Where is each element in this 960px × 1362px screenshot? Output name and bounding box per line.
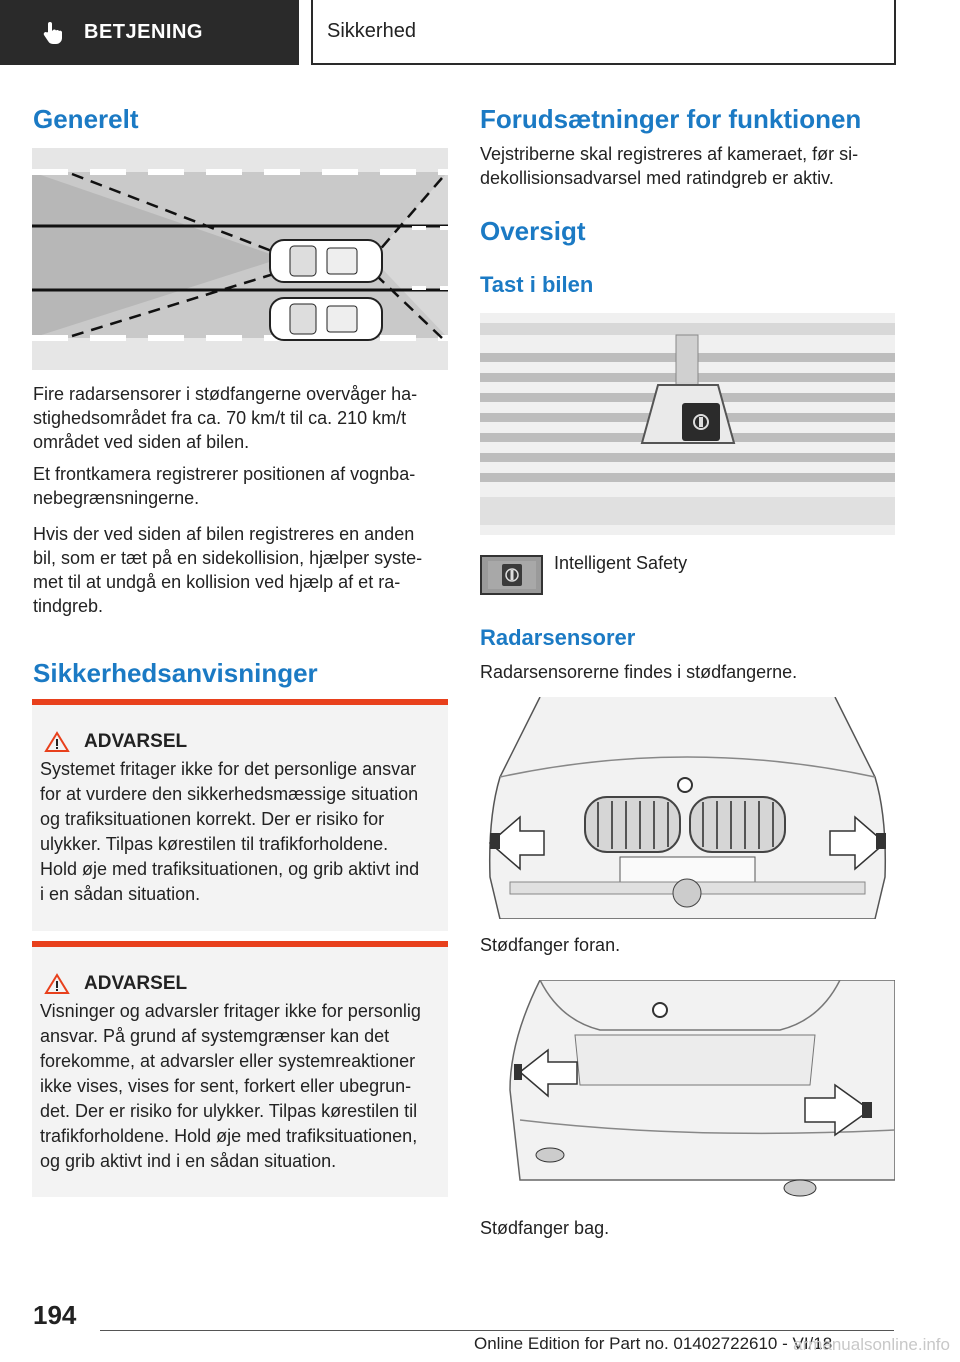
section-tab xyxy=(0,0,299,65)
warning-box-1 xyxy=(32,699,448,931)
prereq-text: Vejstriberne skal registreres af kameraet, før si- dekollisionsadvarsel med ratindgreb er aktiv. xyxy=(480,144,859,188)
intelligent-safety-icon xyxy=(482,557,542,593)
hand-pointer-icon xyxy=(40,20,66,46)
warning-title-1: ADVARSEL xyxy=(84,731,188,752)
intelligent-safety-button-image xyxy=(480,555,543,595)
rear-caption: Stødfanger bag. xyxy=(480,1218,610,1238)
warning-text-1: Systemet fritager ikke for det personlige ansvar for at vurdere den sikkerhedsmæssige situation og trafiksituationen korrekt. Der er risiko for ulykker. Tilpas kørestilen til trafikforholdene. Hold øje med trafiksituationen, og grib aktivt ind i en sådan situation. xyxy=(40,759,420,904)
button-heading: Tast i bilen xyxy=(480,272,594,297)
front-bumper-image xyxy=(480,697,895,919)
radar-heading: Radarsensorer xyxy=(480,625,636,650)
page-number: 194 xyxy=(33,1300,77,1330)
general-paragraph-3: Hvis der ved siden af bilen registreres en anden bil, som er tæt på en sidekollision, hjælper syste- met til at undgå en kollision ved hjælp af et ra- tindgreb. xyxy=(33,524,423,616)
prereq-heading: Forudsætninger for funktionen xyxy=(480,104,862,134)
warning-triangle-icon xyxy=(44,973,70,995)
general-paragraph-1: Fire radarsensorer i stødfangerne overvåger ha- stighedsområdet fra ca. 70 km/t til ca. 210 km/t området ved siden af bilen. xyxy=(33,384,418,452)
overview-heading: Oversigt xyxy=(480,216,586,246)
warning-box-2 xyxy=(32,941,448,1197)
chapter-title: Sikkerhed xyxy=(327,20,416,42)
footer-rule xyxy=(100,1330,894,1331)
warning-triangle-icon xyxy=(44,731,70,753)
front-caption: Stødfanger foran. xyxy=(480,935,621,955)
warning-title-2: ADVARSEL xyxy=(84,973,188,994)
button-label: Intelligent Safety xyxy=(554,553,688,573)
general-paragraph-2: Et frontkamera registrerer positionen af vognba- nebegrænsningerne. xyxy=(33,464,416,508)
lane-diagram xyxy=(32,148,448,370)
rear-bumper-image xyxy=(480,980,895,1198)
warning-text-2: Visninger og advarsler fritager ikke for personlig ansvar. På grund af systemgrænser kan det forekomme, at advarsler eller systemreaktioner ikke vises, vises for sent, forkert eller ubegrun- det. Der er risiko for ulykker. Tilpas kørestilen til trafikforholdene. Hold øje med trafiksituationen, og grib aktivt ind i en sådan situation. xyxy=(40,1001,421,1171)
safety-heading: Sikkerhedsanvisninger xyxy=(33,658,318,688)
edition-text: Online Edition for Part no. 01402722610 - VI/18 xyxy=(474,1334,833,1353)
chapter-tab xyxy=(311,0,896,65)
watermark: armanualsonline.info xyxy=(793,1335,950,1354)
radar-text: Radarsensorerne findes i stødfangerne. xyxy=(480,662,798,682)
button-location-image xyxy=(480,313,895,535)
section-title: BETJENING xyxy=(84,21,203,43)
general-heading: Generelt xyxy=(33,104,139,134)
